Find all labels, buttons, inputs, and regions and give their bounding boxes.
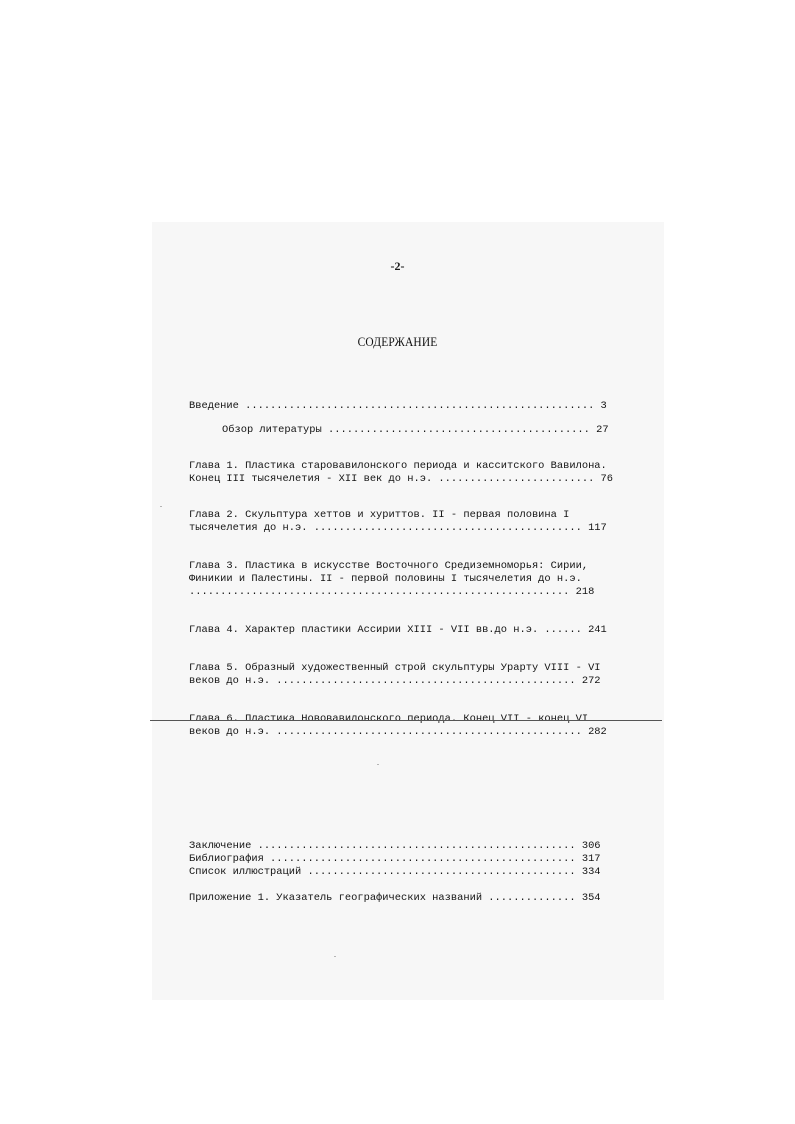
toc-entry-chapter-5-line-1: Глава 5. Образный художественный строй скульптуры Урарту VIII - VI (189, 662, 601, 674)
toc-entry-chapter-3-line-1: Глава 3. Пластика в искусстве Восточного Средиземноморья: Сирии, (189, 560, 589, 572)
toc-entry-literature-review: Обзор литературы .......................................... 27 (222, 424, 609, 436)
toc-entry-chapter-5-line-2: веков до н.э. ................................................ 272 (189, 675, 601, 687)
toc-entry-chapter-2-line-2: тысячелетия до н.э. ........................................... 117 (189, 522, 607, 534)
scan-speck (334, 956, 336, 957)
toc-entry-illustrations: Список иллюстраций ........................................... 334 (189, 866, 601, 878)
toc-entry-chapter-1-line-2: Конец III тысячелетия - XII век до н.э. ......................... 76 (189, 473, 614, 485)
toc-entry-appendix-1: Приложение 1. Указатель географических названий .............. 354 (189, 892, 601, 904)
toc-entry-chapter-4: Глава 4. Характер пластики Ассирии XIII - VII вв.до н.э. ...... 241 (189, 624, 607, 636)
toc-entry-chapter-1-line-1: Глава 1. Пластика старовавилонского периода и касситского Вавилона. (189, 460, 607, 472)
toc-entry-chapter-3-line-3: ............................................................. 218 (189, 586, 595, 598)
toc-entry-introduction: Введение ........................................................ 3 (189, 400, 607, 412)
toc-entry-chapter-3-line-2: Финикии и Палестины. II - первой половины I тысячелетия до н.э. (189, 573, 582, 585)
toc-entry-chapter-2-line-1: Глава 2. Скульптура хеттов и хуриттов. II - первая половина I (189, 509, 570, 521)
page-number: -2- (390, 259, 405, 273)
toc-entry-bibliography: Библиография ................................................. 317 (189, 853, 601, 865)
toc-entry-conclusion: Заключение ................................................... 306 (189, 840, 601, 852)
scan-speck (160, 506, 162, 507)
toc-entry-chapter-6-line-1: Глава 6. Пластика Нововавилонского периода. Конец VII - конец VI (189, 713, 589, 725)
page-title: СОДЕРЖАНИЕ (357, 334, 438, 349)
toc-entry-chapter-6-line-2: веков до н.э. ................................................. 282 (189, 726, 607, 738)
scan-speck (377, 764, 379, 765)
scan-artifact-line (150, 720, 662, 721)
